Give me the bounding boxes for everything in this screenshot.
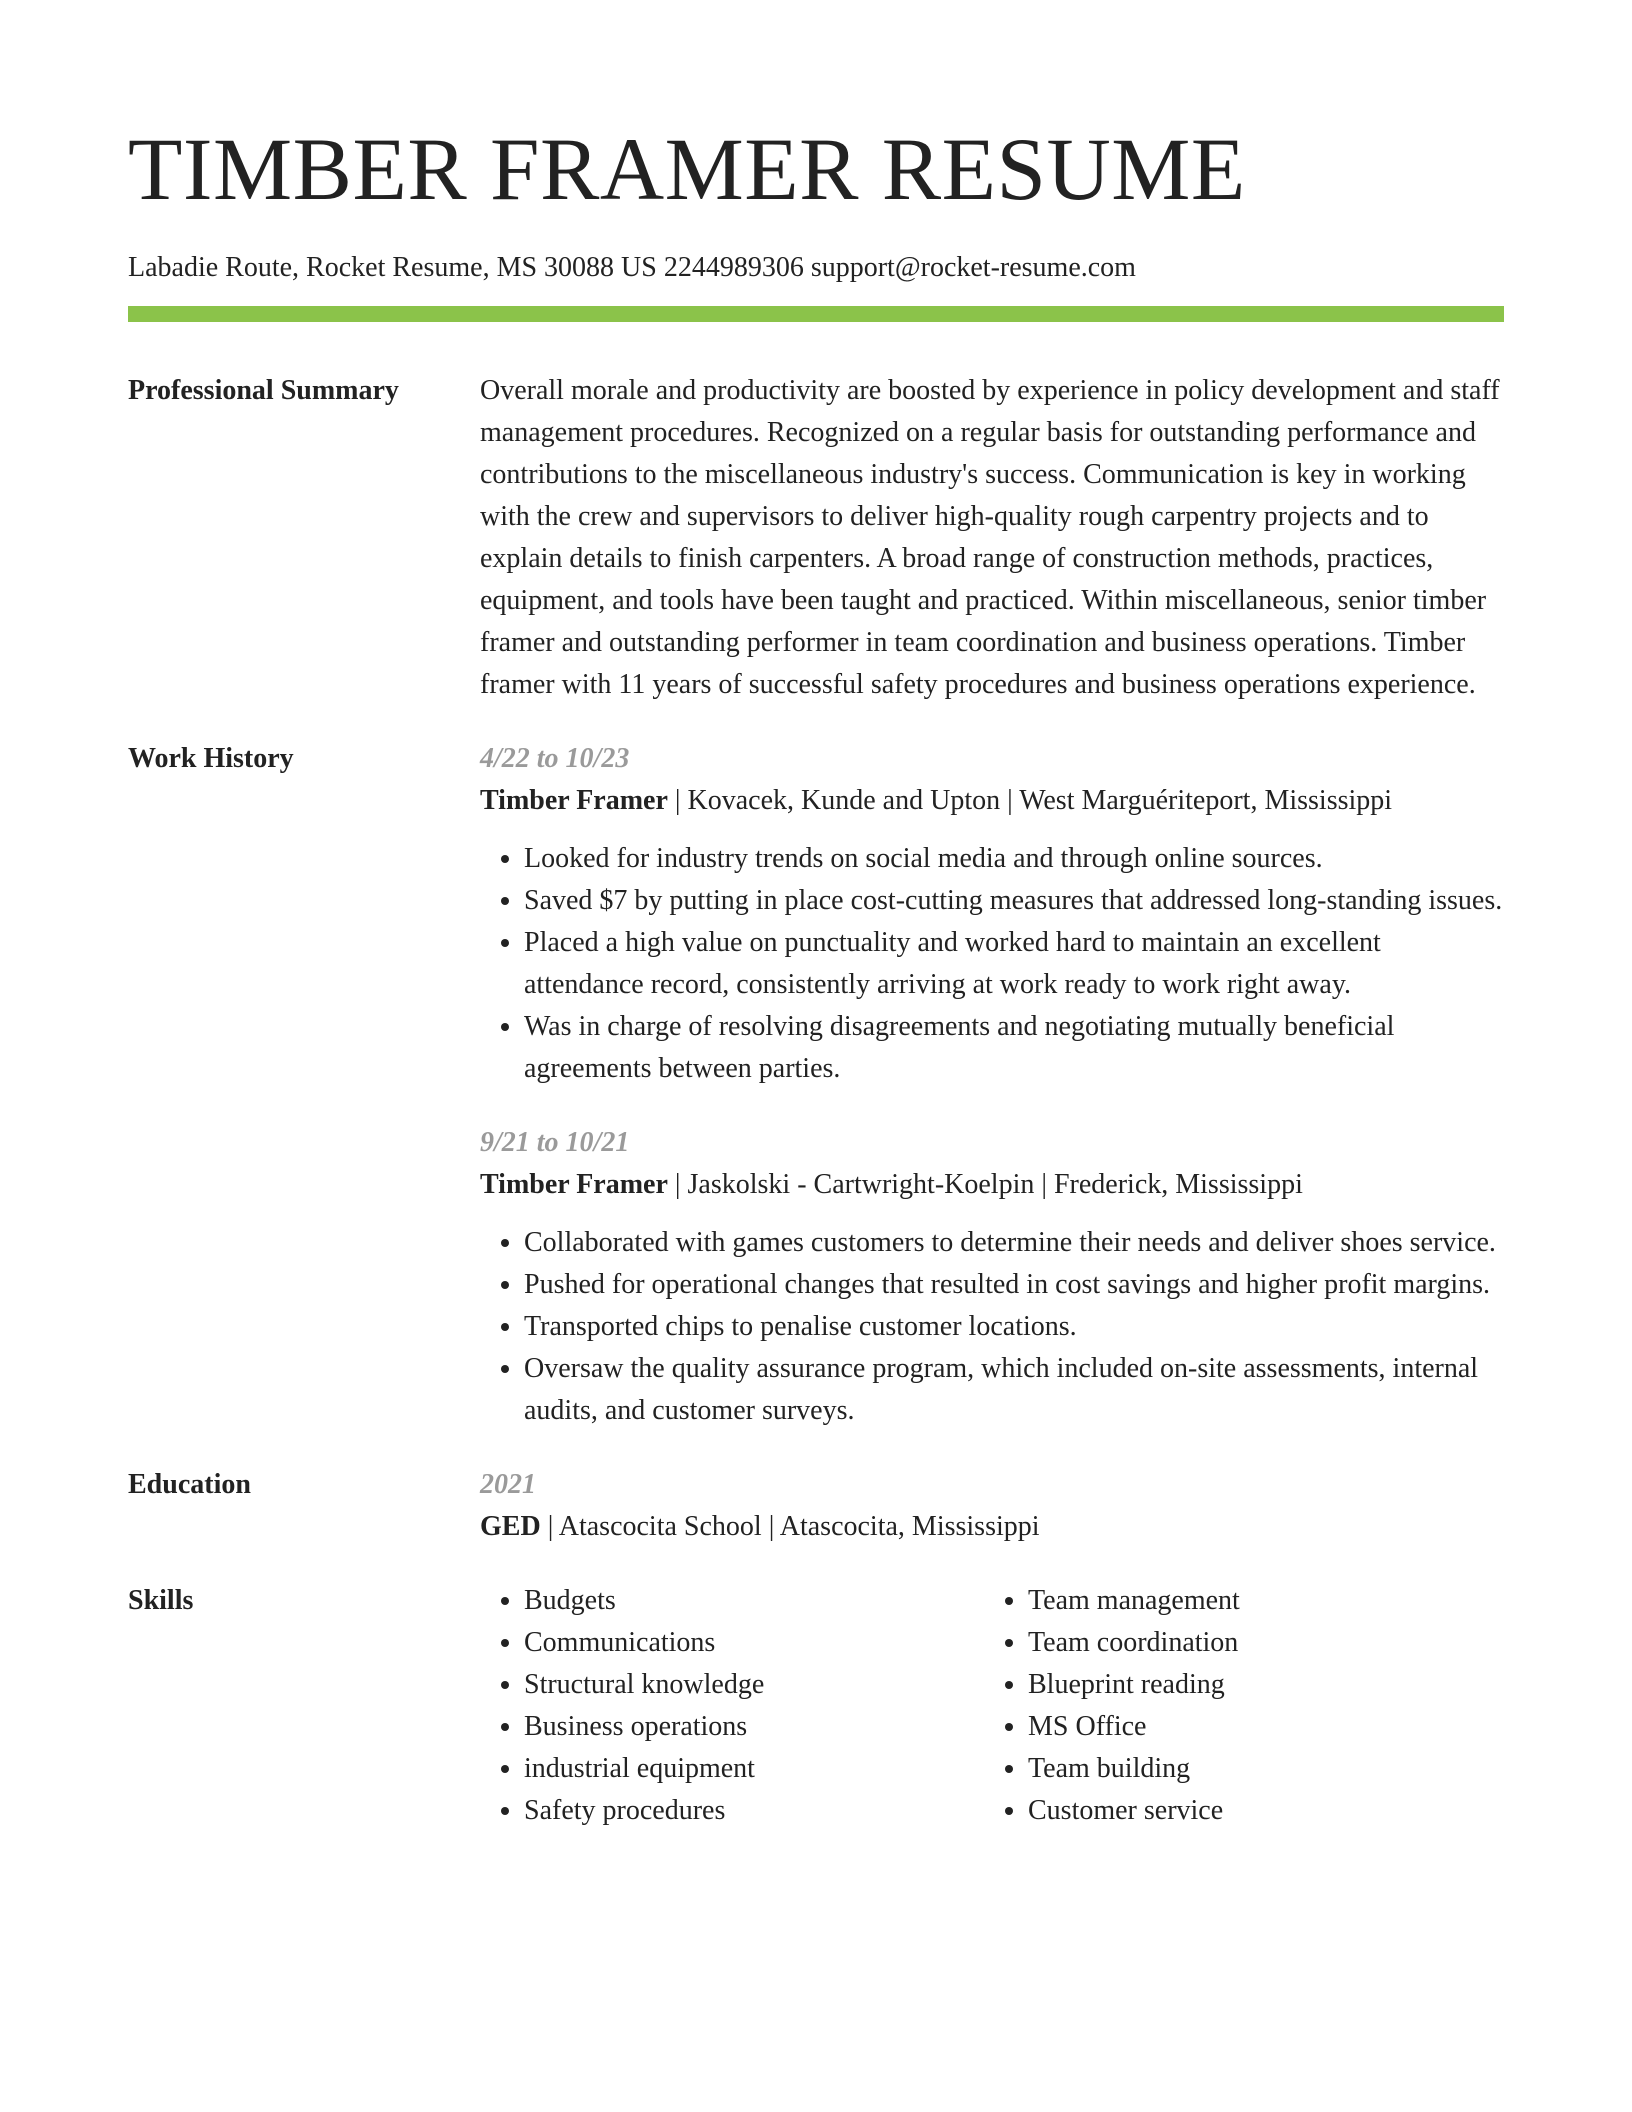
job-bullet: • Saved $7 by putting in place cost-cutting measures that addressed long-standing issues. bbox=[524, 880, 1504, 922]
job-bullets bbox=[480, 838, 1504, 1090]
skill-item: • Blueprint reading bbox=[1028, 1664, 1488, 1706]
resume-page bbox=[128, 120, 1504, 1832]
job-details: | Jaskolski - Cartwright-Koelpin | Frederick, Mississippi bbox=[667, 1169, 1303, 1200]
skill-item: • Team building bbox=[1028, 1748, 1488, 1790]
job-entry bbox=[480, 738, 1504, 1090]
education-heading: Education bbox=[128, 1469, 251, 1500]
skills-section bbox=[128, 1580, 1504, 1832]
job-bullets bbox=[480, 1222, 1504, 1432]
education-details: | Atascocita School | Atascocita, Mississippi bbox=[540, 1511, 1040, 1542]
summary-text: Overall morale and productivity are boosted by experience in policy development and staff management procedures. Recognized on a regular basis for outstanding performance and contributions to the miscellaneous industry's success. Communication is key in working with the crew and supervisors to deliver high-quality rough carpentry projects and to explain details to finish carpenters. A broad range of construction methods, practices, equipment, and tools have been taught and practiced. Within miscellaneous, senior timber framer and outstanding performer in team coordination and business operations. Timber framer with 11 years of successful safety procedures and business operations experience. bbox=[480, 375, 1500, 700]
skill-item: • Team coordination bbox=[1028, 1622, 1488, 1664]
skill-item: • Customer service bbox=[1028, 1790, 1488, 1832]
skill-item: • industrial equipment bbox=[524, 1748, 984, 1790]
skills-column-left bbox=[480, 1580, 984, 1832]
summary-section bbox=[128, 370, 1504, 706]
skill-item: • Structural knowledge bbox=[524, 1664, 984, 1706]
education-year: 2021 bbox=[480, 1469, 536, 1500]
skill-item: • Communications bbox=[524, 1622, 984, 1664]
job-bullet: • Placed a high value on punctuality and worked hard to maintain an excellent attendance record, consistently arriving at work ready to work right away. bbox=[524, 922, 1504, 1006]
skill-item: • Business operations bbox=[524, 1706, 984, 1748]
job-dates: 4/22 to 10/23 bbox=[480, 743, 630, 774]
job-bullet: • Oversaw the quality assurance program, which included on-site assessments, internal audits, and customer surveys. bbox=[524, 1348, 1504, 1432]
job-bullet: • Collaborated with games customers to determine their needs and deliver shoes service. bbox=[524, 1222, 1504, 1264]
job-bullet: • Transported chips to penalise customer locations. bbox=[524, 1306, 1504, 1348]
skills-column-right bbox=[984, 1580, 1488, 1832]
job-bullet: • Pushed for operational changes that resulted in cost savings and higher profit margins. bbox=[524, 1264, 1504, 1306]
job-title: Timber Framer bbox=[480, 1169, 668, 1200]
job-role bbox=[480, 780, 1504, 822]
degree: GED bbox=[480, 1511, 541, 1542]
job-entry bbox=[480, 1122, 1504, 1432]
job-bullet: • Was in charge of resolving disagreements and negotiating mutually beneficial agreements between parties. bbox=[524, 1006, 1504, 1090]
skill-item: • Team management bbox=[1028, 1580, 1488, 1622]
resume-title: TIMBER FRAMER RESUME bbox=[128, 121, 1246, 219]
job-dates: 9/21 to 10/21 bbox=[480, 1127, 630, 1158]
contact-line: Labadie Route, Rocket Resume, MS 30088 US 2244989306 support@rocket-resume.com bbox=[128, 252, 1136, 283]
education-entry bbox=[480, 1506, 1504, 1548]
skill-item: • Safety procedures bbox=[524, 1790, 984, 1832]
work-history-heading: Work History bbox=[128, 743, 294, 774]
summary-heading: Professional Summary bbox=[128, 375, 399, 406]
job-bullet: • Looked for industry trends on social media and through online sources. bbox=[524, 838, 1504, 880]
skills-heading: Skills bbox=[128, 1585, 194, 1616]
job-role bbox=[480, 1164, 1504, 1206]
work-history-section bbox=[128, 738, 1504, 1432]
job-title: Timber Framer bbox=[480, 785, 668, 816]
job-details: | Kovacek, Kunde and Upton | West Marguériteport, Mississippi bbox=[667, 785, 1393, 816]
accent-divider bbox=[128, 306, 1504, 322]
skill-item: • Budgets bbox=[524, 1580, 984, 1622]
education-section bbox=[128, 1464, 1504, 1548]
skill-item: • MS Office bbox=[1028, 1706, 1488, 1748]
